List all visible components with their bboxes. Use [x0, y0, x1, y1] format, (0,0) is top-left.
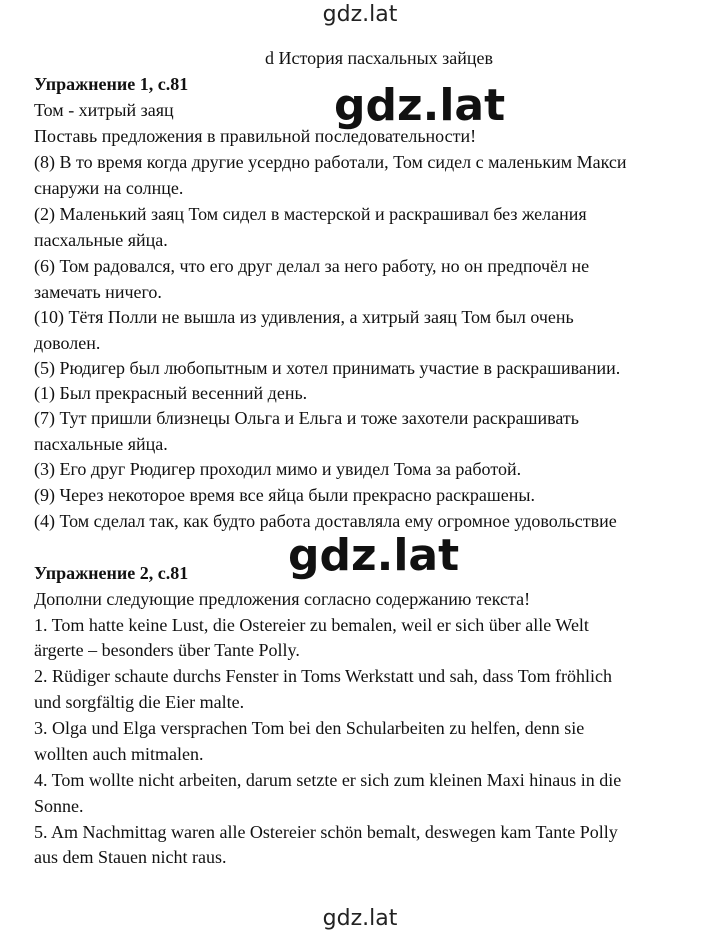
- exercise1-item-line: (7) Тут пришли близнецы Ольга и Ельга и тоже захотели раскрашивать: [34, 408, 579, 428]
- watermark-bottom: gdz.lat: [322, 906, 398, 931]
- exercise1-instruction: Поставь предложения в правильной последовательности!: [34, 126, 477, 146]
- exercise2-heading: Упражнение 2, с.81: [34, 563, 189, 583]
- exercise1-item-line: (5) Рюдигер был любопытным и хотел принимать участие в раскрашивании.: [34, 358, 621, 378]
- watermark-large: gdz.lat: [288, 530, 460, 581]
- exercise2-item-line: 4. Tom wollte nicht arbeiten, darum setzte er sich zum kleinen Maxi hinaus in die: [34, 770, 622, 790]
- exercise1-item-line: (2) Маленький заяц Том сидел в мастерской и раскрашивал без желания: [34, 204, 587, 224]
- exercise1-item-line: (10) Тётя Полли не вышла из удивления, а хитрый заяц Том был очень: [34, 307, 574, 327]
- exercise2-item-line: und sorgfältig die Eier malte.: [34, 692, 245, 712]
- exercise2-item-line: wollten auch mitmalen.: [34, 744, 204, 764]
- exercise1-item-line: (8) В то время когда другие усердно работали, Том сидел с маленьким Макси: [34, 152, 627, 172]
- exercise2-item-line: Sonne.: [34, 796, 84, 816]
- exercise1-item-line: (6) Том радовался, что его друг делал за него работу, но он предпочёл не: [34, 256, 590, 276]
- exercise1-item-line: (9) Через некоторое время все яйца были прекрасно раскрашены.: [34, 485, 535, 505]
- page-title: d История пасхальных зайцев: [264, 48, 494, 68]
- exercise1-item-line: (4) Том сделал так, как будто работа доставляла ему огромное удовольствие: [34, 511, 617, 531]
- exercise2-item-line: 2. Rüdiger schaute durchs Fenster in Toms Werkstatt und sah, dass Tom fröhlich: [34, 666, 612, 686]
- exercise2-item-line: 1. Tom hatte keine Lust, die Ostereier zu bemalen, weil er sich über alle Welt: [34, 615, 589, 635]
- exercise1-item-line: замечать ничего.: [34, 282, 162, 302]
- exercise2-item-line: 5. Am Nachmittag waren alle Ostereier schön bemalt, deswegen kam Tante Polly: [34, 822, 618, 842]
- exercise1-item-line: пасхальные яйца.: [34, 230, 168, 250]
- exercise1-subtitle: Том - хитрый заяц: [34, 100, 174, 120]
- exercise1-item-line: (1) Был прекрасный весенний день.: [34, 383, 308, 403]
- exercise1-heading: Упражнение 1, с.81: [34, 74, 189, 94]
- watermark-large: gdz.lat: [334, 80, 506, 131]
- exercise1-item-line: (3) Его друг Рюдигер проходил мимо и увидел Тома за работой.: [34, 459, 522, 479]
- exercise2-item-line: aus dem Stauen nicht raus.: [34, 847, 227, 867]
- watermark-top: gdz.lat: [322, 2, 398, 27]
- exercise2-instruction: Дополни следующие предложения согласно содержанию текста!: [34, 589, 531, 609]
- exercise1-item-line: пасхальные яйца.: [34, 434, 168, 454]
- exercise1-item-line: доволен.: [34, 333, 101, 353]
- exercise1-item-line: снаружи на солнце.: [34, 178, 184, 198]
- exercise2-item-line: 3. Olga und Elga versprachen Tom bei den Schularbeiten zu helfen, denn sie: [34, 718, 585, 738]
- exercise2-item-line: ärgerte – besonders über Tante Polly.: [34, 640, 300, 660]
